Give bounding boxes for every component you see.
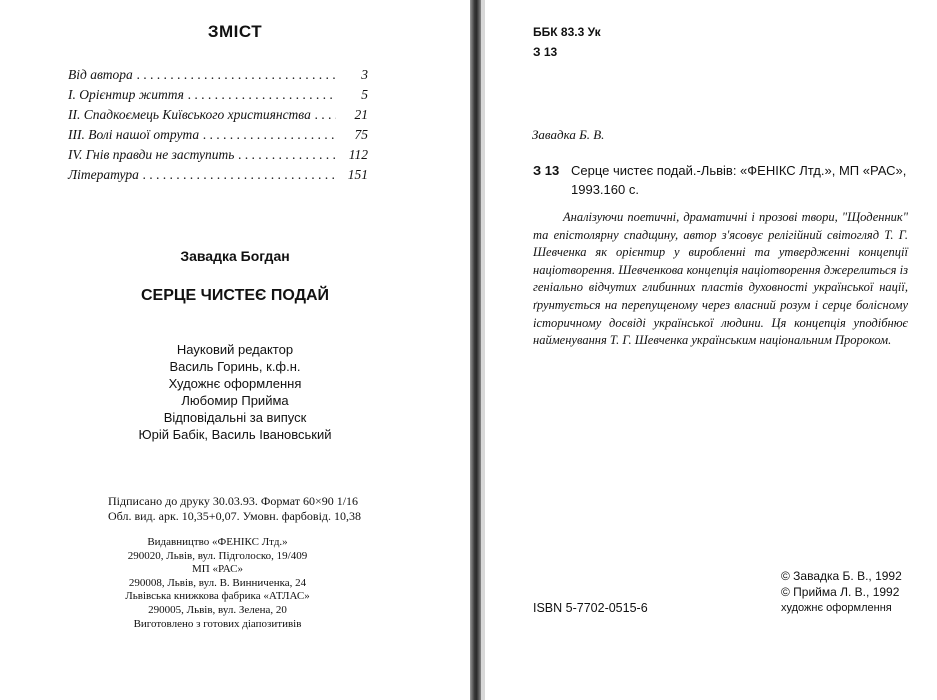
credit-line: Любомир Прийма	[181, 393, 289, 408]
credit-line: Науковий редактор	[176, 342, 294, 357]
classification-block	[533, 22, 601, 62]
toc-entry-title: II. Спадкоємець Київського християнства	[68, 107, 311, 122]
table-of-contents	[68, 67, 368, 187]
catalog-entry	[533, 161, 913, 199]
toc-leader-dots	[188, 87, 336, 103]
toc-leader-dots	[137, 67, 336, 83]
publisher-line: 290020, Львів, вул. Підголоско, 19/409	[127, 549, 308, 562]
toc-entry-title: Від автора	[68, 67, 133, 82]
copyright-line: © Прийма Л. В., 1992	[781, 585, 900, 599]
credit-line: Юрій Бабік, Василь Івановський	[138, 427, 332, 442]
publisher-line: МП «РАС»	[192, 563, 243, 576]
toc-leader-dots	[143, 167, 336, 183]
print-info-line: Підписано до друку 30.03.93. Формат 60×90 1/16	[108, 494, 359, 508]
publisher-line: 290005, Львів, вул. Зелена, 20	[148, 603, 287, 616]
copyright-block	[781, 568, 902, 616]
toc-leader-dots	[238, 147, 336, 163]
toc-entry	[68, 167, 368, 187]
bbk-code: ББК 83.3 Ук	[533, 25, 601, 39]
book-gutter	[470, 0, 481, 700]
author-name: Завадка Богдан	[180, 248, 290, 264]
toc-entry-title: Література	[68, 167, 139, 182]
book-title: СЕРЦЕ ЧИСТЕЄ ПОДАЙ	[140, 287, 330, 304]
toc-entry	[68, 67, 368, 87]
catalog-entry-text: Серце чистеє подай.-Львів: «ФЕНІКС Лтд.», МП «РАС», 1993.160 с.	[571, 163, 907, 197]
toc-entry-page: 112	[348, 147, 368, 162]
toc-heading: ЗМІСТ	[207, 22, 263, 41]
catalog-author: Завадка Б. В.	[532, 127, 605, 142]
toc-entry-title: III. Волі нашої отрута	[68, 127, 200, 142]
credit-line: Відповідальні за випуск	[163, 410, 307, 425]
toc-entry-title: I. Орієнтир життя	[68, 87, 184, 102]
toc-entry-page: 3	[361, 67, 368, 82]
publisher-line: Львівська книжкова фабрика «АТЛАС»	[125, 590, 310, 603]
print-info	[108, 494, 361, 524]
index-code: З 13	[533, 45, 558, 59]
publisher-block	[0, 536, 435, 631]
publisher-line: Виготовлено з готових діапозитивів	[133, 617, 302, 630]
toc-entry-page: 21	[354, 107, 368, 122]
toc-entry-page: 75	[354, 127, 368, 142]
abstract-paragraph: Аналізуючи поетичні, драматичні і прозові твори, "Щоденник" та епістолярну спадщину, автор з'ясовує релігійний світогляд Т. Г. Шевченка як орієнтир у виробленні та утвердженні концепції націотворення. Шевченкова концепція націотворення джерелиться із геніально відчутих глибинних пластів духовності української нації, ґрунтується на перепущеному через власний розум і серце болісному історичному досвіді української людини. Ця концепція уподібнює найменування Т. Г. Шевченка українським національним Пророком.	[533, 210, 908, 348]
copyright-note: художнє оформлення	[781, 602, 892, 614]
copyright-line: © Завадка Б. В., 1992	[781, 569, 902, 583]
toc-entry	[68, 147, 368, 167]
toc-entry	[68, 107, 368, 127]
toc-leader-dots	[203, 127, 336, 143]
print-info-line: Обл. вид. арк. 10,35+0,07. Умовн. фарбовід. 10,38	[108, 509, 362, 523]
toc-entry	[68, 87, 368, 107]
catalog-entry-code: З 13	[533, 163, 560, 178]
publisher-line: Видавництво «ФЕНІКС Лтд.»	[147, 536, 288, 548]
isbn: ISBN 5-7702-0515-6	[533, 601, 648, 615]
publisher-line: 290008, Львів, вул. В. Винниченка, 24	[128, 576, 307, 589]
toc-entry	[68, 127, 368, 147]
credit-line: Василь Горинь, к.ф.н.	[169, 359, 301, 374]
credit-line: Художнє оформлення	[168, 376, 302, 391]
toc-entry-title: IV. Гнів правди не заступить	[68, 147, 235, 162]
toc-entry-page: 5	[361, 87, 368, 102]
credits-block	[0, 341, 470, 443]
right-page	[481, 0, 937, 700]
toc-entry-page: 151	[347, 167, 368, 182]
toc-leader-dots	[315, 107, 336, 123]
